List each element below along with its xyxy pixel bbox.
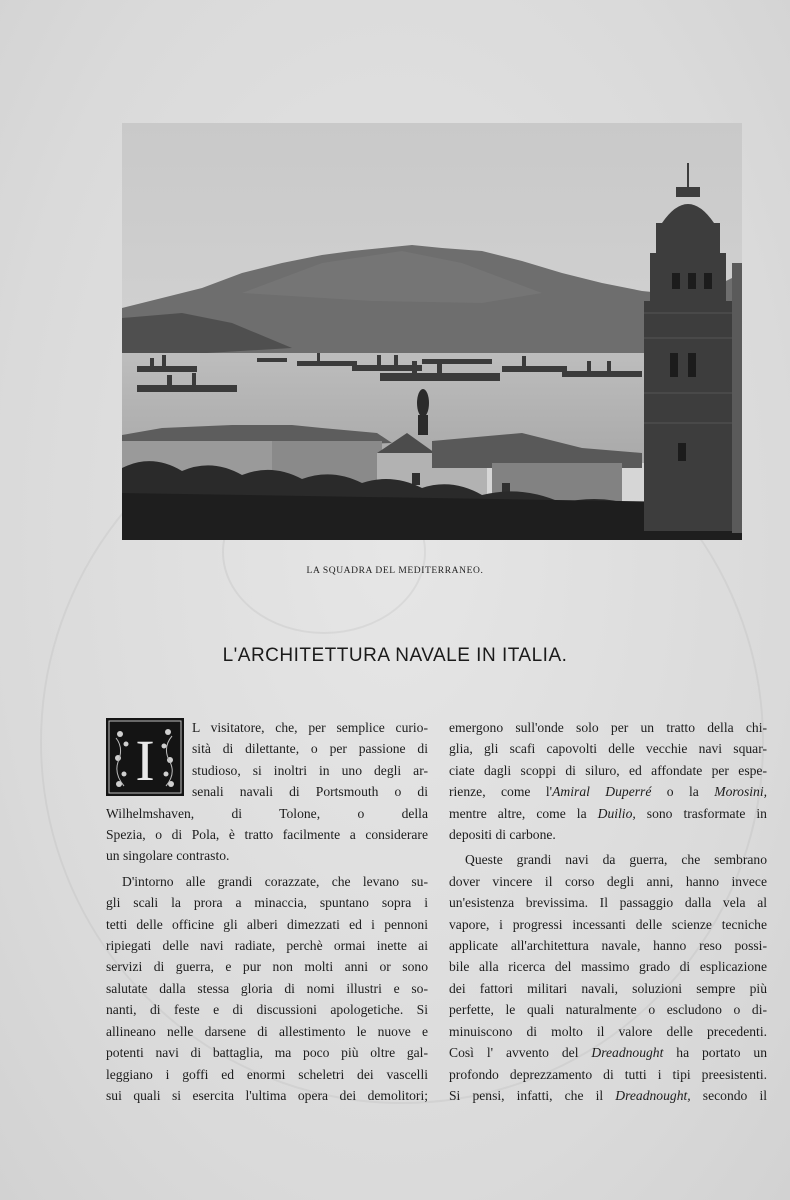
ship-name: Dreadnought xyxy=(591,1045,664,1061)
ship-name: Amiral Duperré xyxy=(552,784,652,800)
text-line: ciate dagli scoppi di siluro, ed affondate per espe- xyxy=(449,762,767,778)
text-line: Wilhelmshaven, di Tolone, o della xyxy=(106,805,428,821)
text-line: leggiano i goffi ed enormi scheletri dei vascelli xyxy=(106,1066,428,1082)
text-line: perfette, le quali naturalmente o escludono o di- xyxy=(449,1002,767,1018)
ship-name: Morosini, xyxy=(714,784,768,800)
text-line: mentre altre, come la Duilio, sono trasformate in xyxy=(449,805,767,821)
text-line: salutate dalla stessa gloria di nomi illustri e so- xyxy=(106,980,428,996)
text-line: bile alla ricerca del massimo grado di esplicazione xyxy=(449,959,767,975)
text-line: nanti, di feste e di discussioni apologetiche. Si xyxy=(106,1002,428,1018)
text-line: sità di dilettante, o per passione di xyxy=(192,741,428,757)
text-line: Si pensi, infatti, che il Dreadnought, secondo il xyxy=(449,1087,767,1103)
text-line: tetti delle officine gli alberi dimezzati ed i pennoni xyxy=(106,916,428,932)
text-line: un'esistenza brevissima. Il passaggio dalla vela al xyxy=(449,895,767,911)
figure-caption: LA SQUADRA DEL MEDITERRANEO. xyxy=(306,566,484,576)
text-line: dover vincere il corso degli anni, hanno invece xyxy=(449,873,767,889)
text-line: servizi di guerra, e pur non molti anni or sono xyxy=(106,959,428,975)
text-line: Così l' avvento del Dreadnought ha portato un xyxy=(449,1045,768,1061)
fleet-photograph xyxy=(122,123,742,540)
article-column-right xyxy=(449,717,767,1106)
ship-name: Duilio, xyxy=(597,805,636,821)
text-line: ripiegati delle navi radiate, perchè ormai inette ai xyxy=(106,938,428,954)
text-line: vapore, i progressi incessanti delle scienze tecniche xyxy=(449,916,767,932)
text-line: minuiscono di molto il valore delle precedenti. xyxy=(449,1023,767,1039)
text-line: un singolare contrasto. xyxy=(106,848,230,864)
drop-cap-letter: I xyxy=(135,728,155,793)
text-line: dei fattori militari navali, soluzioni sempre più xyxy=(449,980,767,996)
text-line: applicate all'architettura navale, hanno reso possi- xyxy=(449,938,767,954)
text-line: Spezia, o di Pola, è tratto facilmente a considerare xyxy=(106,827,428,843)
text-line: profondo deprezzamento di tutti i tipi preesistenti. xyxy=(449,1066,767,1082)
text-line: studioso, si inoltri in uno degli ar- xyxy=(192,762,428,778)
text-line: rienze, come l'Amiral Duperré o la Morosini, xyxy=(449,784,768,800)
floral-initial-icon xyxy=(106,718,184,796)
text-line: glia, gli scafi capovolti delle vecchie navi squar- xyxy=(449,741,767,757)
fleet-photograph-image xyxy=(122,123,742,540)
text-line: allineano nelle darsene di allestimento le nuove e xyxy=(106,1023,428,1039)
text-line: sui quali si esercita l'ultima opera dei demolitori; xyxy=(106,1087,428,1103)
text-line: senali navali di Portsmouth o di xyxy=(192,784,428,800)
text-line: Queste grandi navi da guerra, che sembrano xyxy=(465,852,767,868)
article-title: L'ARCHITETTURA NAVALE IN ITALIA. xyxy=(222,645,568,666)
ship-name: Dreadnought, xyxy=(615,1087,691,1103)
text-line: L visitatore, che, per semplice curio- xyxy=(192,720,428,735)
article-column-left xyxy=(106,717,428,1106)
text-line: potenti navi di battaglia, ma poco più oltre gal- xyxy=(106,1045,428,1061)
text-line: gli scali la prora a minaccia, spuntano sopra i xyxy=(106,895,428,911)
text-line: depositi di carbone. xyxy=(449,827,556,843)
text-line: D'intorno alle grandi corazzate, che levano su- xyxy=(122,873,428,889)
text-line: emergono sull'onde solo per un tratto della chi- xyxy=(449,720,767,735)
decorated-initial-letter xyxy=(106,718,184,796)
